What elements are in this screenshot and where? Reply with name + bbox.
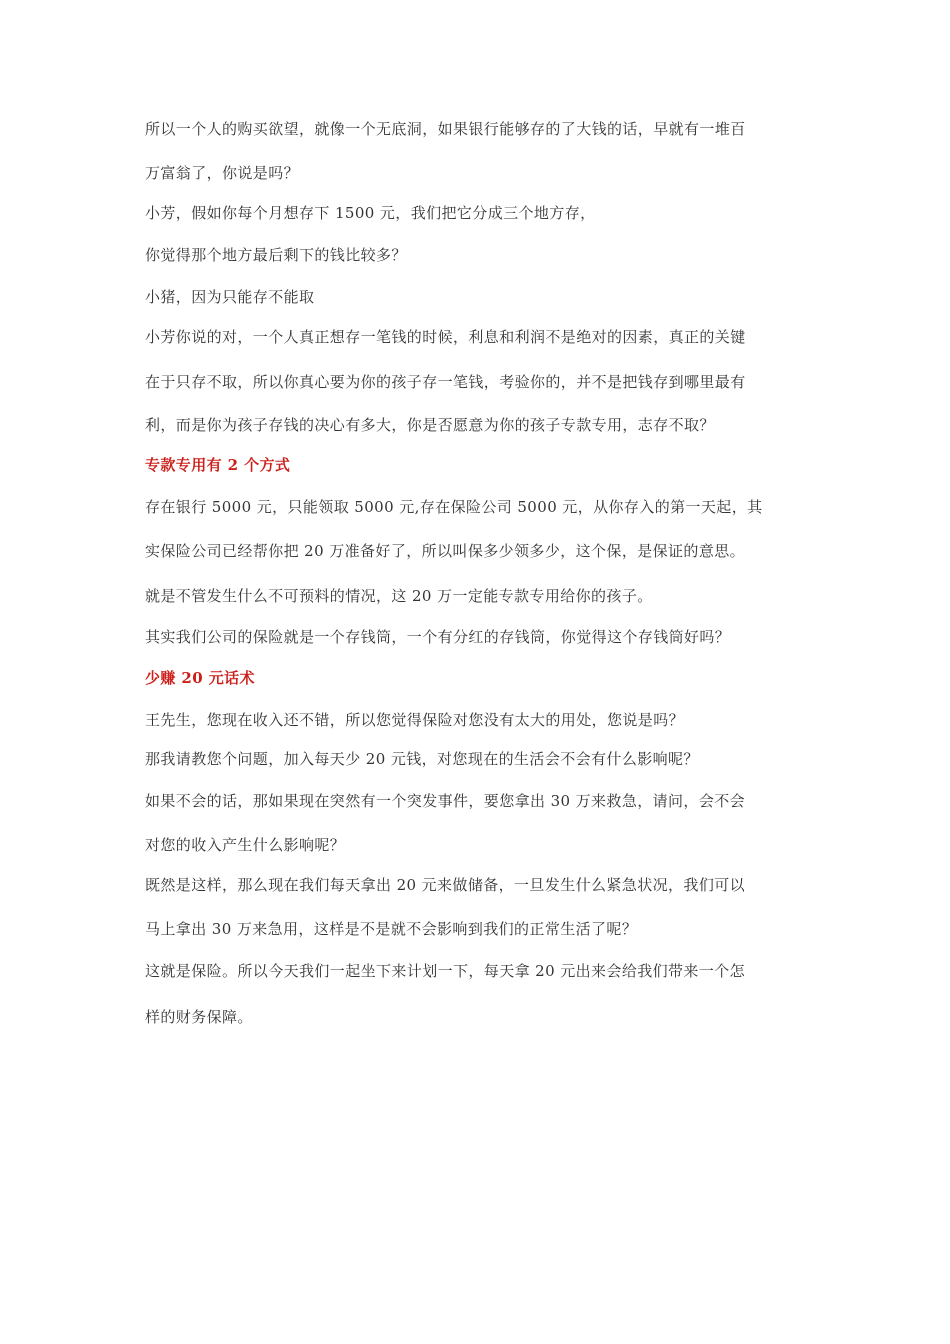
section-heading: 专款专用有 2 个方式 [145, 456, 291, 474]
paragraph-line: 其实我们公司的保险就是一个存钱筒，一个有分红的存钱筒，你觉得这个存钱筒好吗？ [145, 628, 731, 646]
paragraph-line: 所以一个人的购买欲望，就像一个无底洞，如果银行能够存的了大钱的话，早就有一堆百 [145, 120, 746, 138]
paragraph-line: 王先生，您现在收入还不错，所以您觉得保险对您没有太大的用处，您说是吗？ [145, 711, 685, 729]
section-heading: 少赚 20 元话术 [145, 669, 255, 687]
paragraph-line: 存在银行 5000 元，只能领取 5000 元,存在保险公司 5000 元，从你存入的第一天起，其 [145, 498, 763, 516]
paragraph-line: 利，而是你为孩子存钱的决心有多大，你是否愿意为你的孩子专款专用，志存不取？ [145, 416, 715, 434]
paragraph-line: 既然是这样，那么现在我们每天拿出 20 元来做储备，一旦发生什么紧急状况，我们可以 [145, 876, 746, 894]
paragraph-line: 就是不管发生什么不可预料的情况，这 20 万一定能专款专用给你的孩子。 [145, 587, 653, 605]
paragraph-line: 如果不会的话，那如果现在突然有一个突发事件，要您拿出 30 万来救急，请问，会不会 [145, 792, 746, 810]
paragraph-line: 那我请教您个问题，加入每天少 20 元钱，对您现在的生活会不会有什么影响呢？ [145, 750, 699, 768]
paragraph-line: 马上拿出 30 万来急用，这样是不是就不会影响到我们的正常生活了呢？ [145, 920, 638, 938]
paragraph-line: 你觉得那个地方最后剩下的钱比较多？ [145, 246, 407, 264]
paragraph-line: 小芳，假如你每个月想存下 1500 元，我们把它分成三个地方存， [145, 204, 596, 222]
paragraph-line: 对您的收入产生什么影响呢？ [145, 836, 346, 854]
paragraph-line: 小猪，因为只能存不能取 [145, 288, 315, 306]
paragraph-line: 实保险公司已经帮你把 20 万准备好了，所以叫保多少领多少，这个保，是保证的意思。 [145, 542, 746, 560]
paragraph-line: 这就是保险。所以今天我们一起坐下来计划一下，每天拿 20 元出来会给我们带来一个怎 [145, 962, 746, 980]
paragraph-line: 万富翁了，你说是吗？ [145, 164, 300, 182]
paragraph-line: 小芳你说的对，一个人真正想存一笔钱的时候，利息和利润不是绝对的因素，真正的关键 [145, 328, 746, 346]
paragraph-line: 在于只存不取，所以你真心要为你的孩子存一笔钱，考验你的，并不是把钱存到哪里最有 [145, 373, 746, 391]
paragraph-line: 样的财务保障。 [145, 1008, 253, 1026]
